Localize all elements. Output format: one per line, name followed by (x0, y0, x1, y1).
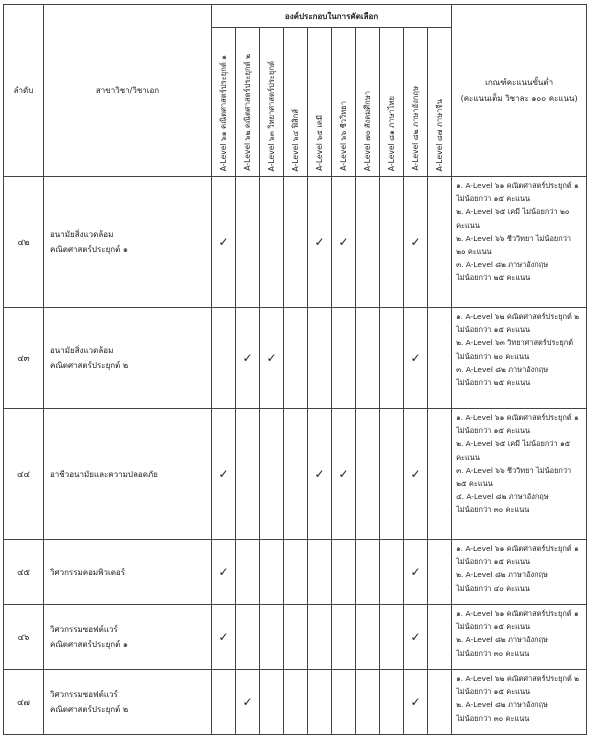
criteria-line: ๓. A-Level ๖๖ ชีววิทยา ไม่น้อยกว่า (456, 465, 572, 475)
row-number: ๔๓ (4, 308, 44, 409)
empty-cell (212, 308, 236, 409)
empty-cell (260, 177, 284, 308)
criteria-line: ๒. A-Level ๘๒ ภาษาอังกฤษ (456, 570, 548, 580)
criteria-line: ไม่น้อยกว่า ๑๕ คะแนน (456, 325, 531, 335)
admission-criteria-table (3, 4, 587, 735)
criteria-line: ๒. A-Level ๘๒ ภาษาอังกฤษ (456, 635, 548, 645)
check-mark: ✓ (332, 177, 356, 308)
empty-cell (308, 670, 332, 735)
table-header (4, 5, 587, 177)
subject-header-label: A-Level ๘๗ ภาษาจีน (434, 98, 444, 171)
subject-header-3 (260, 28, 284, 177)
major-name (44, 605, 212, 670)
criteria-line: ๑. A-Level ๖๒ คณิตศาสตร์ประยุกต์ ๒ (456, 674, 579, 683)
check-mark: ✓ (332, 409, 356, 540)
subject-header-8 (380, 28, 404, 177)
row-number: ๔๔ (4, 409, 44, 540)
major-name (44, 540, 212, 605)
major-name-line: วิศวกรรมคอมพิวเตอร์ (50, 567, 125, 577)
criteria-header-subtitle: (คะแนนเต็ม วิชาละ ๑๐๐ คะแนน) (460, 94, 578, 103)
empty-cell (284, 409, 308, 540)
empty-cell (236, 605, 260, 670)
row-number: ๔๗ (4, 670, 44, 735)
subject-header-label: A-Level ๖๕ เคมี (314, 115, 324, 171)
subject-header-label: A-Level ๖๒ คณิตศาสตร์ประยุกต์ ๒ (242, 54, 252, 171)
empty-cell (380, 540, 404, 605)
criteria-line: ไม่น้อยกว่า ๑๕ คะแนน (456, 194, 531, 204)
empty-cell (356, 409, 380, 540)
empty-cell (212, 670, 236, 735)
empty-cell (332, 670, 356, 735)
criteria-line: ๑. A-Level ๖๑ คณิตศาสตร์ประยุกต์ ๑ (456, 609, 579, 618)
criteria-header (452, 5, 587, 177)
check-mark: ✓ (308, 177, 332, 308)
criteria-line: ไม่น้อยกว่า ๒๐ คะแนน (456, 351, 530, 361)
empty-cell (284, 540, 308, 605)
criteria-line: ไม่น้อยกว่า ๔๐ คะแนน (456, 583, 530, 593)
empty-cell (260, 540, 284, 605)
empty-cell (356, 177, 380, 308)
criteria-line: ๑. A-Level ๖๑ คณิตศาสตร์ประยุกต์ ๑ (456, 181, 579, 190)
subject-header-label: A-Level ๗๐ สังคมศึกษา (362, 90, 372, 171)
major-name-line: คณิตศาสตร์ประยุกต์ ๑ (50, 640, 128, 649)
empty-cell (356, 670, 380, 735)
criteria-line: ไม่น้อยกว่า ๑๕ คะแนน (456, 557, 531, 567)
check-mark: ✓ (404, 177, 428, 308)
criteria-line: ๒๕ คะแนน (456, 479, 493, 489)
empty-cell (332, 605, 356, 670)
empty-cell (284, 670, 308, 735)
criteria-header-title: เกณฑ์คะแนนขั้นต่ำ (485, 78, 554, 87)
empty-cell (284, 308, 308, 409)
check-mark: ✓ (404, 605, 428, 670)
empty-cell (308, 605, 332, 670)
empty-cell (380, 409, 404, 540)
row-number: ๔๒ (4, 177, 44, 308)
subject-header-6 (332, 28, 356, 177)
major-name-line: อนามัยสิ่งแวดล้อม (50, 230, 114, 239)
major-name (44, 409, 212, 540)
criteria-line: ๒. A-Level ๖๖ ชีววิทยา ไม่น้อยกว่า (456, 233, 572, 243)
criteria-line: ไม่น้อยกว่า ๑๕ คะแนน (456, 622, 531, 632)
empty-cell (356, 540, 380, 605)
criteria-line: ไม่น้อยกว่า ๒๕ คะแนน (456, 273, 531, 283)
check-mark: ✓ (308, 409, 332, 540)
check-mark: ✓ (260, 308, 284, 409)
subject-header-7 (356, 28, 380, 177)
empty-cell (380, 605, 404, 670)
criteria-line: ๑. A-Level ๖๑ คณิตศาสตร์ประยุกต์ ๑ (456, 544, 579, 553)
major-name (44, 308, 212, 409)
subject-header-label: A-Level ๖๓ วิทยาศาสตร์ประยุกต์ (266, 60, 276, 171)
table-row (4, 177, 587, 308)
subject-header-label: A-Level ๖๔ ฟิสิกส์ (290, 108, 300, 171)
empty-cell (236, 177, 260, 308)
subject-header-label: A-Level ๖๖ ชีววิทยา (338, 101, 348, 171)
check-mark: ✓ (236, 308, 260, 409)
subject-header-2 (236, 28, 260, 177)
table-row (4, 409, 587, 540)
criteria-line: ๓. A-Level ๘๒ ภาษาอังกฤษ (456, 260, 549, 270)
criteria-line: ไม่น้อยกว่า ๓๐ คะแนน (456, 505, 530, 515)
check-mark: ✓ (212, 540, 236, 605)
empty-cell (428, 308, 452, 409)
empty-cell (332, 540, 356, 605)
min-score-criteria (452, 308, 587, 409)
subject-header-1 (212, 28, 236, 177)
empty-cell (260, 605, 284, 670)
min-score-criteria (452, 670, 587, 735)
major-header: สาขาวิชา/วิชาเอก (44, 5, 212, 177)
subject-header-label: A-Level ๘๑ ภาษาไทย (386, 95, 396, 171)
major-name-line: คณิตศาสตร์ประยุกต์ ๑ (50, 245, 128, 254)
empty-cell (380, 670, 404, 735)
empty-cell (236, 409, 260, 540)
major-name-line: วิศวกรรมซอฟต์แวร์ (50, 690, 118, 699)
criteria-line: ๒. A-Level ๘๒ ภาษาอังกฤษ (456, 700, 548, 710)
check-mark: ✓ (404, 670, 428, 735)
criteria-line: ๒๐ คะแนน (456, 247, 492, 257)
criteria-line: ไม่น้อยกว่า ๓๐ คะแนน (456, 713, 530, 723)
check-mark: ✓ (404, 409, 428, 540)
criteria-line: ไม่น้อยกว่า ๑๕ คะแนน (456, 426, 531, 436)
major-name-line: คณิตศาสตร์ประยุกต์ ๒ (50, 361, 129, 370)
check-mark: ✓ (236, 670, 260, 735)
criteria-line: ไม่น้อยกว่า ๓๐ คะแนน (456, 648, 530, 658)
subject-header-9 (404, 28, 428, 177)
check-mark: ✓ (212, 409, 236, 540)
empty-cell (356, 308, 380, 409)
major-name (44, 670, 212, 735)
empty-cell (356, 605, 380, 670)
order-header: ลำดับ (4, 5, 44, 177)
subject-header-10 (428, 28, 452, 177)
criteria-line: ไม่น้อยกว่า ๑๕ คะแนน (456, 687, 531, 697)
major-name-line: อาชีวอนามัยและความปลอดภัย (50, 469, 158, 479)
major-name-line: วิศวกรรมซอฟต์แวร์ (50, 625, 118, 634)
subject-header-label: A-Level ๖๑ คณิตศาสตร์ประยุกต์ ๑ (218, 54, 228, 171)
empty-cell (428, 540, 452, 605)
empty-cell (260, 409, 284, 540)
criteria-line: ๔. A-Level ๘๒ ภาษาอังกฤษ (456, 492, 549, 502)
major-name-line: อนามัยสิ่งแวดล้อม (50, 346, 114, 355)
subject-header-5 (308, 28, 332, 177)
criteria-line: ๓. A-Level ๘๒ ภาษาอังกฤษ (456, 364, 549, 374)
empty-cell (380, 177, 404, 308)
empty-cell (284, 605, 308, 670)
empty-cell (260, 670, 284, 735)
min-score-criteria (452, 409, 587, 540)
min-score-criteria (452, 605, 587, 670)
components-group-header: องค์ประกอบในการคัดเลือก (212, 5, 452, 28)
empty-cell (380, 308, 404, 409)
criteria-line: ๒. A-Level ๖๕ เคมี ไม่น้อยกว่า ๒๐ (456, 207, 570, 217)
table-row (4, 670, 587, 735)
row-number: ๔๖ (4, 605, 44, 670)
criteria-line: คะแนน (456, 220, 480, 230)
min-score-criteria (452, 177, 587, 308)
empty-cell (284, 177, 308, 308)
empty-cell (428, 409, 452, 540)
empty-cell (428, 605, 452, 670)
major-name-line: คณิตศาสตร์ประยุกต์ ๒ (50, 705, 129, 714)
check-mark: ✓ (404, 540, 428, 605)
min-score-criteria (452, 540, 587, 605)
criteria-line: คะแนน (456, 452, 480, 462)
criteria-line: ๒. A-Level ๖๓ วิทยาศาสตร์ประยุกต์ (456, 338, 574, 348)
table-row (4, 540, 587, 605)
major-name (44, 177, 212, 308)
criteria-line: ๒. A-Level ๖๕ เคมี ไม่น้อยกว่า ๑๕ (456, 439, 571, 449)
table-row (4, 605, 587, 670)
empty-cell (428, 670, 452, 735)
row-number: ๔๕ (4, 540, 44, 605)
empty-cell (308, 540, 332, 605)
empty-cell (428, 177, 452, 308)
empty-cell (236, 540, 260, 605)
subject-header-4 (284, 28, 308, 177)
check-mark: ✓ (212, 177, 236, 308)
check-mark: ✓ (404, 308, 428, 409)
empty-cell (308, 308, 332, 409)
criteria-line: ๑. A-Level ๖๒ คณิตศาสตร์ประยุกต์ ๒ (456, 312, 579, 321)
subject-header-label: A-Level ๘๒ ภาษาอังกฤษ (410, 86, 420, 171)
criteria-line: ไม่น้อยกว่า ๒๕ คะแนน (456, 378, 531, 388)
table-body (4, 177, 587, 735)
table-row (4, 308, 587, 409)
empty-cell (332, 308, 356, 409)
criteria-line: ๑. A-Level ๖๑ คณิตศาสตร์ประยุกต์ ๑ (456, 413, 579, 422)
check-mark: ✓ (212, 605, 236, 670)
